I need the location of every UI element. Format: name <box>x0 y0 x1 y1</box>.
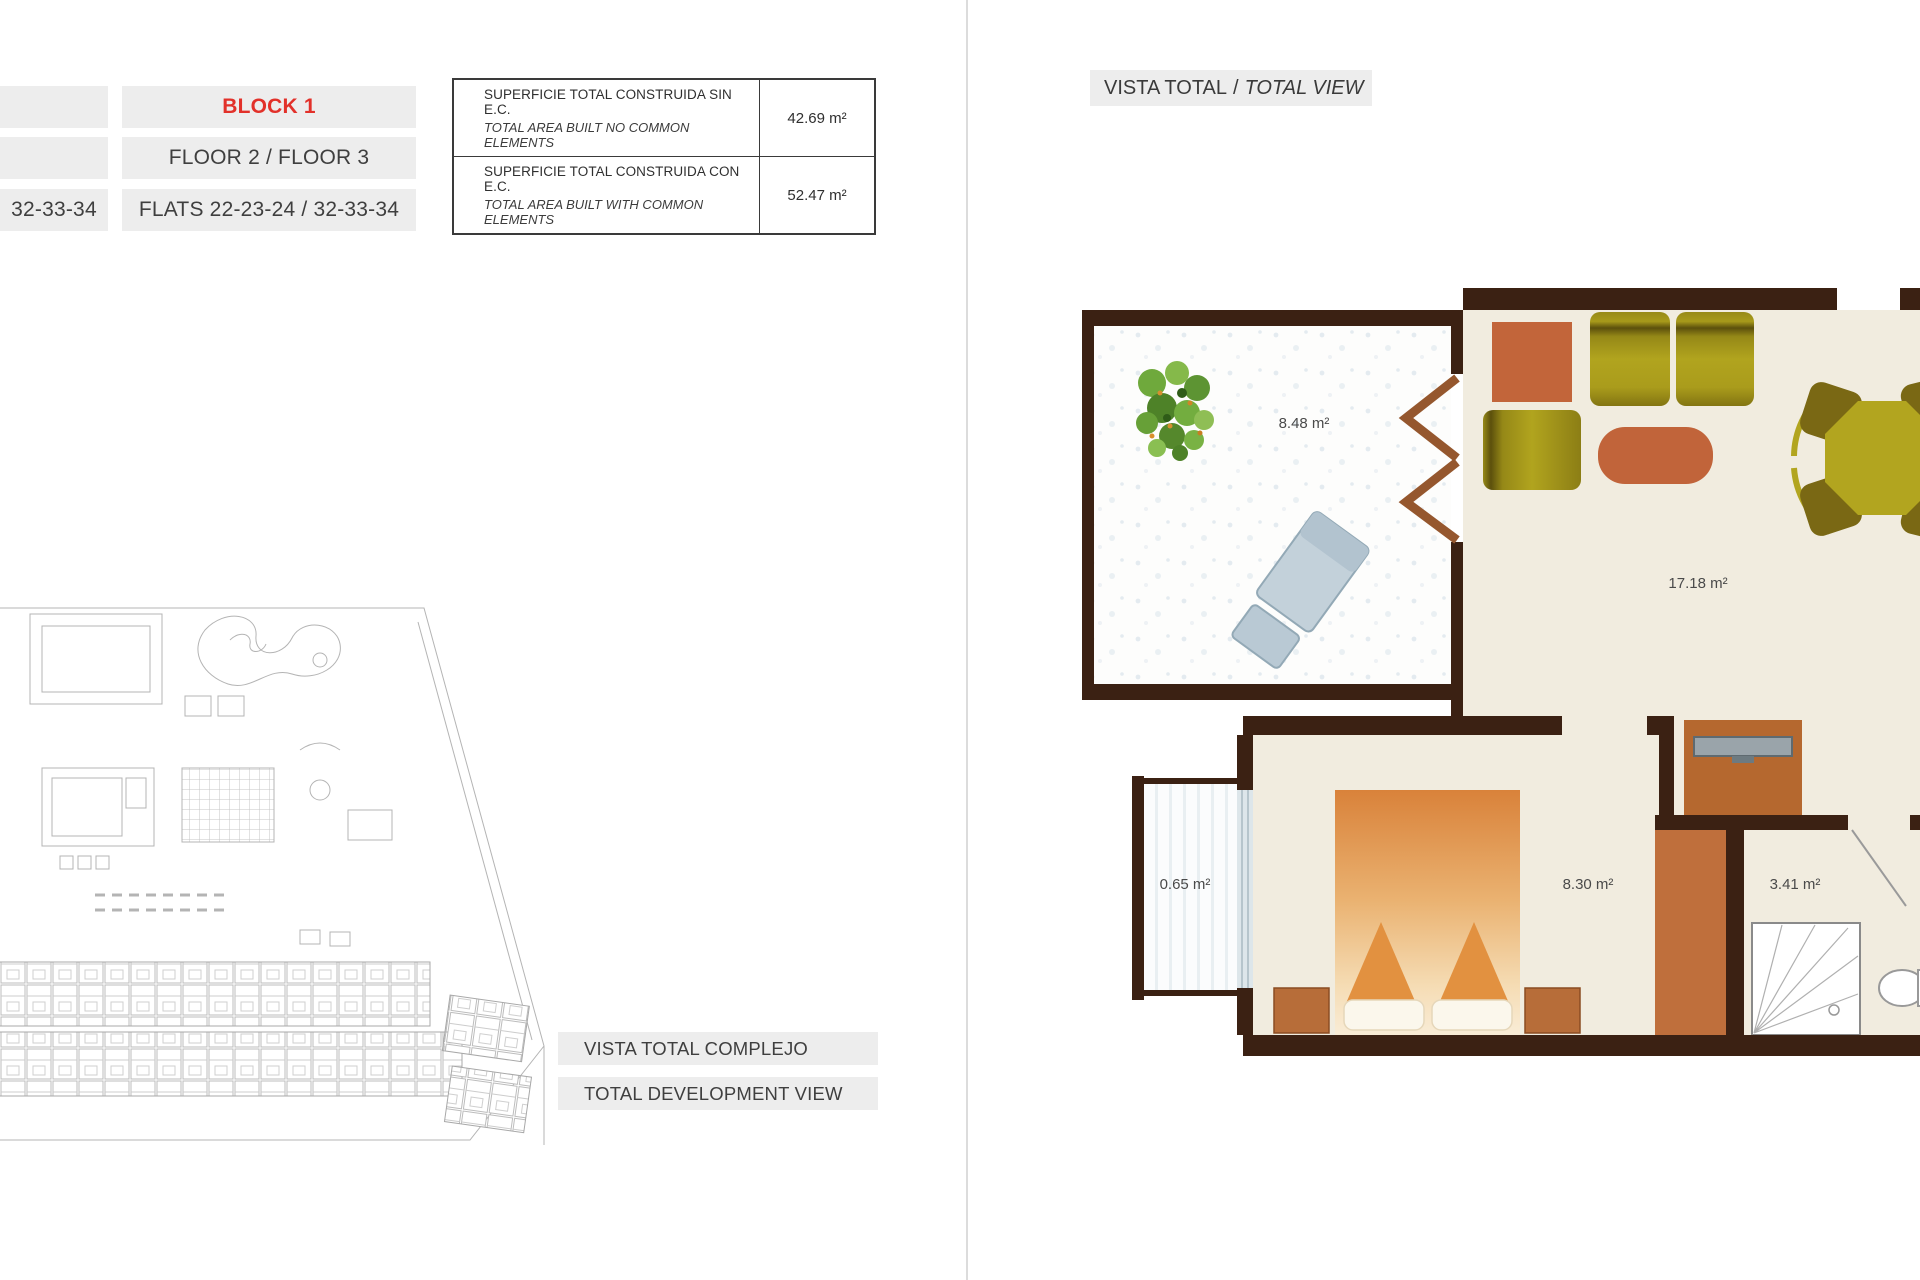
caption-en-text: TOTAL DEVELOPMENT VIEW <box>584 1082 843 1104</box>
table-row <box>454 80 874 156</box>
header-left-cell-2 <box>0 137 108 179</box>
floor-label-text: FLOOR 2 / FLOOR 3 <box>168 146 370 169</box>
bed-icon <box>1335 790 1520 1035</box>
nightstand-icon <box>1274 988 1329 1033</box>
floor-plan-drawing <box>1082 288 1920 1078</box>
bedroom-window <box>1237 790 1253 988</box>
title-separator: / <box>1233 76 1239 99</box>
bathroom-area-label: 3.41 m² <box>1769 876 1821 893</box>
table-row-label <box>454 157 759 233</box>
balcony-area-label: 0.65 m² <box>1159 876 1211 893</box>
floor-label <box>122 137 416 179</box>
caption-es-text: VISTA TOTAL COMPLEJO <box>584 1037 809 1059</box>
built-area-table <box>452 78 876 235</box>
flats-left-fragment: 32-33-34 <box>11 198 97 221</box>
label-en: TOTAL AREA BUILT NO COMMON ELEMENTS <box>484 119 690 150</box>
header-left-cell-3 <box>0 189 108 231</box>
living-area-label: 17.18 m² <box>1668 575 1728 592</box>
bedroom-area-label: 8.30 m² <box>1562 876 1614 893</box>
tv-unit-icon <box>1684 720 1802 815</box>
flats-label-text: FLATS 22-23-24 / 32-33-34 <box>138 198 400 221</box>
label-es: SUPERFICIE TOTAL CONSTRUIDA CON E.C. <box>484 163 740 194</box>
shower-icon <box>1752 923 1860 1035</box>
page-divider <box>966 0 968 1280</box>
terrace-area-label: 8.48 m² <box>1278 415 1330 432</box>
nightstand-icon <box>1525 988 1580 1033</box>
toilet-icon <box>1879 970 1920 1006</box>
terracotta-pillar <box>1655 830 1726 1035</box>
area-value: 52.47 m² <box>759 157 874 233</box>
site-plan-drawing <box>0 600 545 1145</box>
header-left-cell-1 <box>0 86 108 128</box>
table-row <box>454 156 874 233</box>
total-view-title <box>1090 70 1372 106</box>
title-en: TOTAL VIEW <box>1244 76 1364 99</box>
table-row-label <box>454 80 759 156</box>
block-label <box>122 86 416 128</box>
flats-label <box>122 189 416 231</box>
site-plan-caption-es <box>558 1032 878 1065</box>
block-label-text: BLOCK 1 <box>222 95 316 118</box>
label-en: TOTAL AREA BUILT WITH COMMON ELEMENTS <box>484 196 704 227</box>
label-es: SUPERFICIE TOTAL CONSTRUIDA SIN E.C. <box>484 86 732 117</box>
title-es: VISTA TOTAL <box>1104 76 1228 99</box>
area-value: 42.69 m² <box>759 80 874 156</box>
site-plan-caption-en <box>558 1077 878 1110</box>
